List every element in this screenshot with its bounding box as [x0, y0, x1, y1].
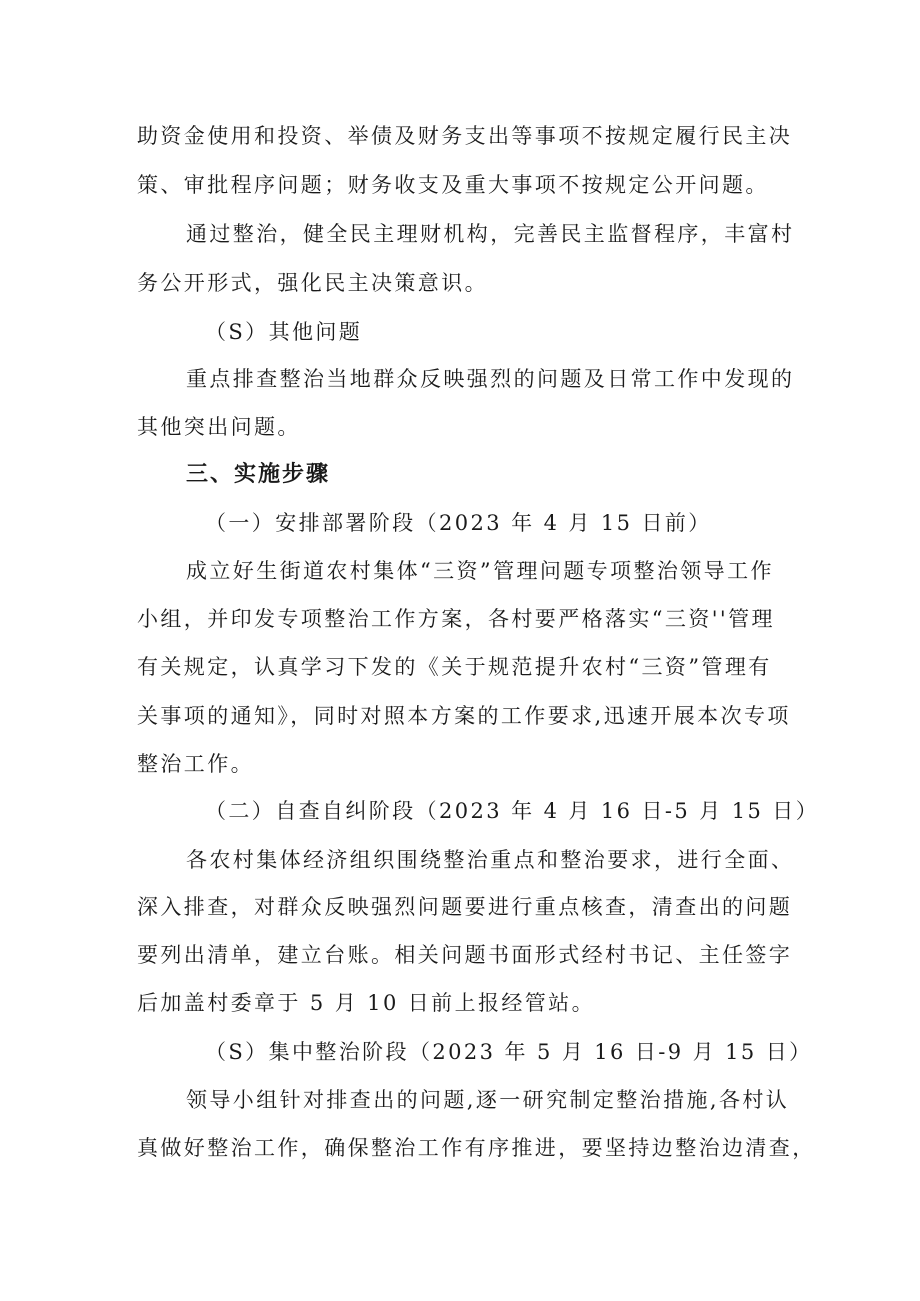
- paragraph-first-line: 成立好生街道农村集体“三资”管理问题专项整治领导工作: [186, 559, 774, 583]
- body-text-line: 策、审批程序问题；财务收支及重大事项不按规定公开问题。: [137, 173, 769, 197]
- paragraph-first-line: 通过整治，健全民主理财机构，完善民主监督程序，丰富村: [186, 222, 795, 246]
- body-text-line: 小组，并印发专项整治工作方案，各村要严格落实“三资''管理: [137, 607, 775, 631]
- body-text-line: 真做好整治工作，确保整治工作有序推进，要坚持边整治边清查，: [137, 1136, 816, 1160]
- subsection-heading: （S）其他问题: [205, 320, 363, 344]
- body-text-line: 其他突出问题。: [137, 415, 301, 439]
- body-text-line: 助资金使用和投资、举债及财务支出等事项不按规定履行民主决: [137, 124, 793, 148]
- body-text-line: 有关规定，认真学习下发的《关于规范提升农村“三资”管理有: [137, 655, 772, 679]
- body-text-line: 后加盖村委章于 5 月 10 日前上报经管站。: [137, 991, 595, 1015]
- subsection-heading: （二）自查自纠阶段（2023 年 4 月 16 日-5 月 15 日）: [205, 799, 820, 823]
- paragraph-first-line: 各农村集体经济组织围绕整治重点和整治要求，进行全面、: [186, 848, 795, 872]
- paragraph-first-line: 重点排查整治当地群众反映强烈的问题及日常工作中发现的: [186, 367, 795, 391]
- body-text-line: 务公开形式，强化民主决策意识。: [137, 271, 488, 295]
- body-text-line: 深入排查，对群众反映强烈问题要进行重点核查，清查出的问题: [137, 895, 793, 919]
- section-heading: 三、实施步骤: [186, 462, 331, 487]
- subsection-heading: （S）集中整治阶段（2023 年 5 月 16 日-9 月 15 日）: [205, 1040, 813, 1064]
- subsection-heading: （一）安排部署阶段（2023 年 4 月 15 日前）: [205, 511, 712, 535]
- body-text-line: 要列出清单，建立台账。相关问题书面形式经村书记、主任签字: [137, 943, 793, 967]
- paragraph-first-line: 领导小组针对排查出的问题,逐一研究制定整治措施,各村认: [186, 1088, 790, 1112]
- body-text-line: 关事项的通知》，同时对照本方案的工作要求,迅速开展本次专项: [137, 704, 791, 728]
- body-text-line: 整治工作。: [137, 752, 254, 776]
